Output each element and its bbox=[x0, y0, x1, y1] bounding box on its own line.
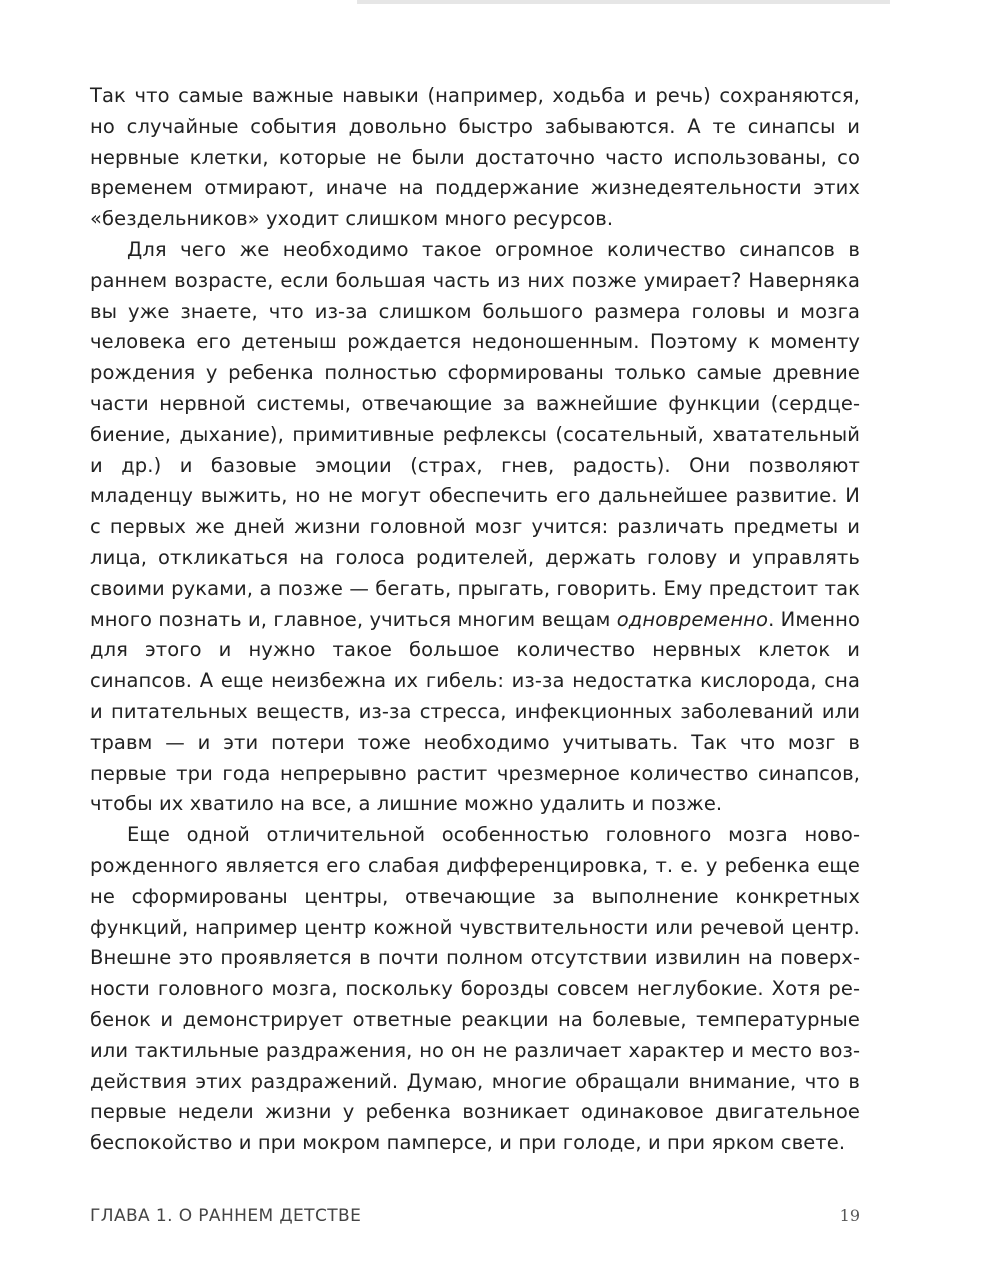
emphasis-word: одновременно bbox=[616, 607, 769, 631]
paragraph-2 bbox=[90, 235, 860, 820]
top-rule bbox=[357, 0, 890, 4]
body-text bbox=[90, 81, 860, 1159]
running-footer-chapter: ГЛАВА 1. О РАННЕМ ДЕТСТВЕ bbox=[90, 1206, 362, 1226]
paragraph-3: Еще одной отличительной особенностью головного мозга новорожденного является его слабая дифференцировка, т. е. у ребенка еще не сформированы центры, отвечающие за выполнение конкретных функций, например центр кожной чувствительности или речевой центр. Внешне это проявляется в почти полном отсутствии извилин на поверхности головного мозга, поскольку борозды совсем неглубокие. Хотя ребенок и демонстрирует ответные реакции на болевые, температурные или тактильные раздражения, но он не различает характер и место воздействия этих раздражений. Думаю, многие обращали внимание, что в первые недели жизни у ребенка возникает одинаковое двигательное беспокойство и при мокром памперсе, и при голоде, и при ярком свете. bbox=[90, 823, 860, 1155]
page-number: 19 bbox=[839, 1206, 860, 1225]
paragraph-2-start: Для чего же необходимо такое огромное количество синапсов в раннем возрасте, если большая часть из них позже умирает? Наверняка вы уже знаете, что из-за слишком большого размера головы и мозга человека его детеныш рождается недоношенным. Поэтому к моменту рождения у ребенка полностью сформированы только самые древние части нервной системы, отвечающие за важнейшие функции (сердцебиение, дыхание), примитивные рефлексы (сосательный, хватательный и др.) и базовые эмоции (страх, гнев, радость). Они позволяют младенцу выжить, но не могут обеспечить его дальнейшее развитие. И с первых же дней жизни головной мозг учится: различать предметы и лица, откликаться на голоса родителей, держать голову и управлять своими руками, а позже — бегать, прыгать, говорить. Ему предстоит так много познать и, главное, учиться многим вещам bbox=[90, 237, 860, 631]
paragraph-2-end: . Именно для этого и нужно такое большое количество нервных клеток и синапсов. А еще неизбежна их гибель: из-за недостатка кислорода, сна и питательных веществ, из-за стресса, инфекционных заболеваний или травм — и эти потери тоже необходимо учитывать. Так что мозг в первые три года непрерывно растит чрезмерное количество синапсов, чтобы их хватило на все, а лишние можно удалить и позже. bbox=[90, 607, 860, 816]
page-footer bbox=[90, 1206, 860, 1232]
paragraph-1: Так что самые важные навыки (например, ходьба и речь) сохраняются, но случайные события довольно быстро забываются. А те синапсы и нервные клетки, которые не были достаточно часто использованы, со временем отмирают, иначе на поддержание жизнедеятельности этих «бездельников» уходит слишком много ресурсов. bbox=[90, 84, 860, 231]
